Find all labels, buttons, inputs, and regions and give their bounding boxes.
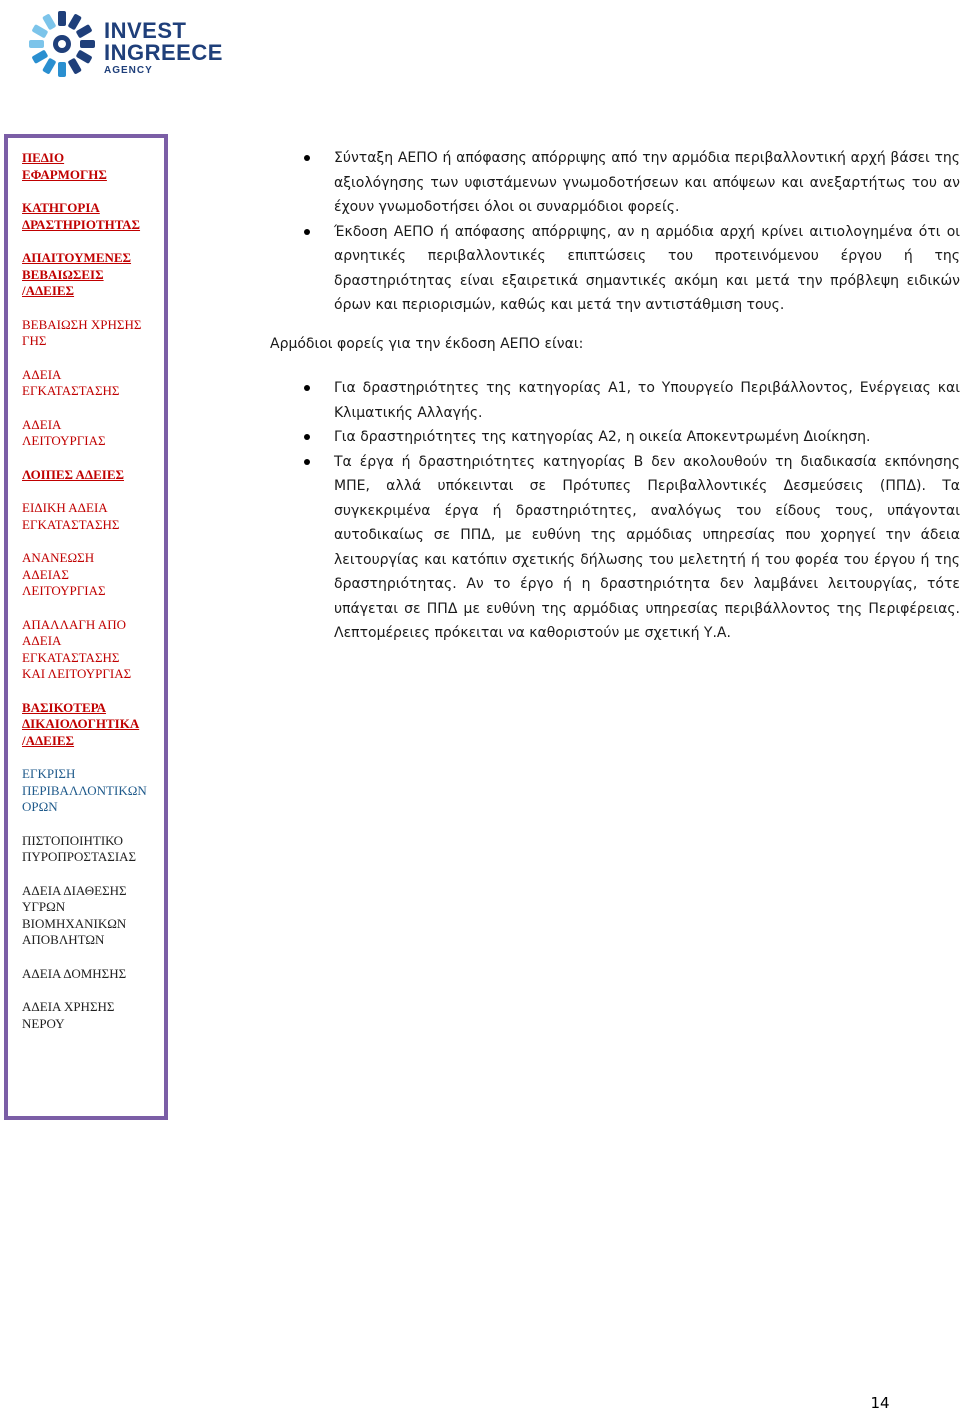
sidebar-item-loipes-adeies[interactable]: ΛΟΙΠΕΣ ΑΔΕΙΕΣ (22, 466, 124, 482)
logo-line-1: INVEST (104, 18, 187, 43)
logo-line-3: AGENCY (104, 65, 153, 76)
sidebar-item-adeia-leitourgias[interactable]: ΑΔΕΙΑ ΛΕΙΤΟΥΡΓΙΑΣ (22, 416, 106, 448)
sidebar-nav (4, 134, 168, 1120)
sidebar-item-pistopoiitiko-pyroprostasias[interactable]: ΠΙΣΤΟΠΟΙΗΤΙΚΟ ΠΥΡΟΠΡΟΣΤΑΣΙΑΣ (22, 832, 137, 864)
list-item: Σύνταξη ΑΕΠΟ ή απόφασης απόρριψης από την αρμόδια περιβαλλοντική αρχή βάσει της αξιολόγησης των υφιστάμενων γνωμοδοτήσεων και απόψεων και ανεξαρτήτως του αν έχουν γνωμοδοτήσει όλοι οι συναρμόδιοι φορείς. (270, 146, 960, 220)
list-item: Για δραστηριότητες της κατηγορίας Α1, το Υπουργείο Περιβάλλοντος, Ενέργειας και Κλιματικής Αλλαγής. (270, 376, 960, 425)
competent-bodies-list (270, 376, 960, 646)
logo-wordmark (104, 20, 223, 76)
sidebar-item-adeia-xrisis-nerou[interactable]: ΑΔΕΙΑ ΧΡΗΣΗΣ ΝΕΡΟΥ (22, 999, 115, 1031)
steps-list (270, 146, 960, 318)
sidebar-item-ananeosi-adeias[interactable]: ΑΝΑΝΕΩΣΗ ΑΔΕΙΑΣ ΛΕΙΤΟΥΡΓΙΑΣ (22, 550, 106, 598)
list-item: Τα έργα ή δραστηριότητες κατηγορίας Β δεν ακολουθούν τη διαδικασία εκπόνησης ΜΠΕ, αλλά υπόκεινται σε Πρότυπες Περιβαλλοντικές Δεσμεύσεις (ΠΠΔ). Τα συγκεκριμένα έργα ή δραστηριότητες, αναλόγως του είδους τους, υπάγονται αυτοδικαίως σε ΠΠΔ, με ευθύνη της αρμόδιας υπηρεσίας που χορηγεί την άδεια λειτουργίας και κατόπιν σχετικής δήλωσης του μελετητή ή του φορέα του έργου ή της δραστηριότητας. Αν το έργο ή η δραστηριότητα δεν λαμβάνει λειτουργίας, τότε υπάγεται σε ΠΠΔ με ευθύνη της αρμόδιας υπηρεσίας περιβάλλοντος της Περιφέρειας. Λεπτομέρειες πρόκειται να καθοριστούν με σχετική Υ.Α. (270, 450, 960, 646)
page-number: 14 (870, 1394, 890, 1412)
sidebar-item-vasikotera-dikaiologitika[interactable]: ΒΑΣΙΚΟΤΕΡΑ ΔΙΚΑΙΟΛΟΓΗΤΙΚΑ /ΑΔΕΙΕΣ (22, 699, 140, 748)
list-item: Για δραστηριότητες της κατηγορίας Α2, η οικεία Αποκεντρωμένη Διοίκηση. (270, 425, 960, 450)
sidebar-item-katigoria-drastiriotitas[interactable]: ΚΑΤΗΓΟΡΙΑ ΔΡΑΣΤΗΡΙΟΤΗΤΑΣ (22, 200, 141, 232)
sidebar-item-vevaiosi-xrisis-gis[interactable]: ΒΕΒΑΙΩΣΗ ΧΡΗΣΗΣ ΓΗΣ (22, 316, 142, 348)
sidebar-item-adeia-diathesis-ygron[interactable]: ΑΔΕΙΑ ΔΙΑΘΕΣΗΣ ΥΓΡΩΝ ΒΙΟΜΗΧΑΝΙΚΩΝ ΑΠΟΒΛΗΤΩΝ (22, 882, 127, 947)
sidebar-item-pedio-efarmogis[interactable]: ΠΕΔΙΟ ΕΦΑΡΜΟΓΗΣ (22, 150, 107, 182)
logo-line-2: INGREECE (104, 40, 223, 65)
list-item: Έκδοση ΑΕΠΟ ή απόφασης απόρριψης, αν η αρμόδια αρχή κρίνει αιτιολογημένα ότι οι αρνητικές περιβαλλοντικές επιπτώσεις του προτεινόμενου έργου ή της δραστηριότητας είναι εξαιρετικά σημαντικές ακόμη και μετά την πρόβλεψη ειδικών όρων και περιορισμών, καθώς και μετά την αντιστάθμιση τους. (270, 220, 960, 318)
sidebar-item-apallagi-apo-adeia[interactable]: ΑΠΑΛΛΑΓΗ ΑΠΟ ΑΔΕΙΑ ΕΓΚΑΤΑΣΤΑΣΗΣ ΚΑΙ ΛΕΙΤΟΥΡΓΙΑΣ (22, 616, 132, 681)
competent-bodies-intro: Αρμόδιοι φορείς για την έκδοση ΑΕΠΟ είναι: (270, 335, 584, 352)
sidebar-item-egkrisi-perivallontikon-oron[interactable]: ΕΓΚΡΙΣΗ ΠΕΡΙΒΑΛΛΟΝΤΙΚΩΝ ΟΡΩΝ (22, 766, 147, 814)
main-content (270, 146, 960, 646)
invest-in-greece-logo (26, 4, 236, 86)
sidebar-item-eidiki-adeia-egkatastasis[interactable]: ΕΙΔΙΚΗ ΑΔΕΙΑ ΕΓΚΑΤΑΣΤΑΣΗΣ (22, 500, 120, 532)
sidebar-item-apaitoumenes-vevaioseis[interactable]: ΑΠΑΙΤΟΥΜΕΝΕΣ ΒΕΒΑΙΩΣΕΙΣ /ΑΔΕΙΕΣ (22, 250, 132, 298)
sidebar-item-adeia-domisis[interactable]: ΑΔΕΙΑ ΔΟΜΗΣΗΣ (22, 965, 127, 981)
sidebar-item-adeia-egkatastasis[interactable]: ΑΔΕΙΑ ΕΓΚΑΤΑΣΤΑΣΗΣ (22, 366, 120, 398)
logo-emblem-icon (26, 8, 98, 80)
